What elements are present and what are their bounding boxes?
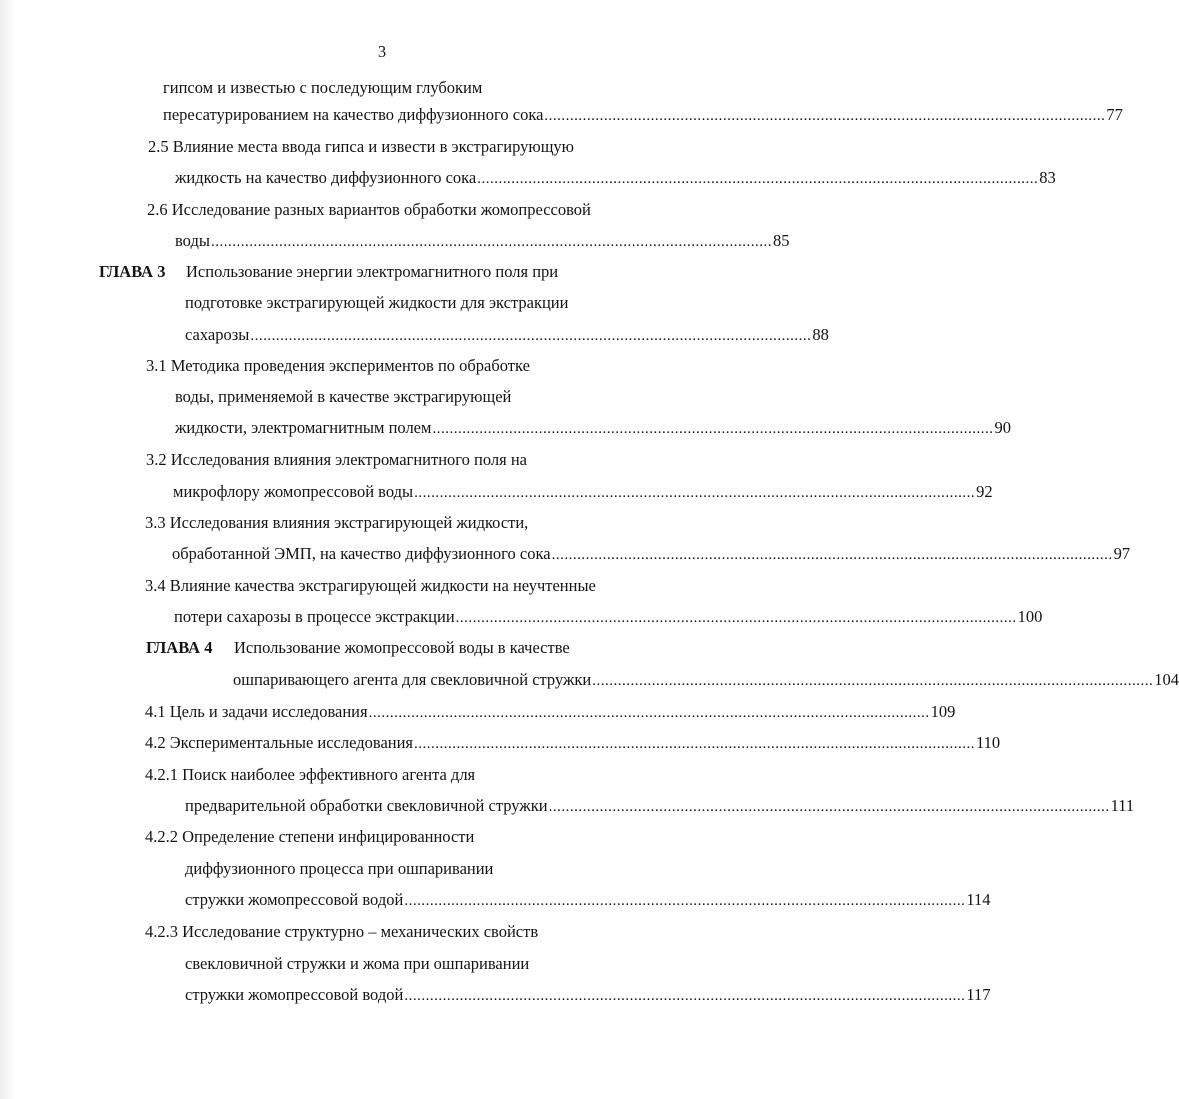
toc-line: 3.2 Исследования влияния электромагнитного поля на: [146, 450, 527, 469]
toc-entry: [185, 796, 1135, 817]
toc-entry-text: стружки жомопрессовой водой: [185, 985, 404, 1004]
chapter-label: ГЛАВА 3: [99, 262, 166, 281]
toc-line: 3.4 Влияние качества экстрагирующей жидкости на неучтенные: [145, 576, 596, 595]
toc-entry-text: обработанной ЭМП, на качество диффузионного сока: [172, 544, 551, 563]
toc-line: 2.5 Влияние места ввода гипса и извести в экстрагирующую: [148, 137, 574, 156]
toc-entry-text: ошпаривающего агента для свекловичной стружки: [233, 670, 592, 689]
toc-entry: [185, 985, 991, 1006]
toc-entry-page: 77: [1106, 105, 1123, 124]
leader-dots: ....................................................................................................................................: [414, 485, 976, 501]
toc-line: свекловичной стружки и жома при ошпаривании: [185, 954, 530, 973]
toc-entry-text: предварительной обработки свекловичной стружки: [185, 796, 548, 815]
leader-dots: ....................................................................................................................................: [432, 421, 994, 437]
leader-dots: ....................................................................................................................................: [544, 108, 1106, 124]
leader-dots: ....................................................................................................................................: [551, 547, 1113, 563]
scan-edge: [0, 0, 16, 1099]
toc-line: Использование энергии электромагнитного поля при: [186, 262, 559, 281]
toc-entry: [233, 670, 1179, 691]
toc-entry-page: 109: [930, 702, 956, 721]
toc-line: 4.2.3 Исследование структурно – механических свойств: [145, 922, 539, 941]
toc-entry-page: 83: [1039, 168, 1056, 187]
leader-dots: ....................................................................................................................................: [477, 171, 1039, 187]
toc-entry-text: пересатурированием на качество диффузионного сока: [163, 105, 544, 124]
toc-line: подготовке экстрагирующей жидкости для экстракции: [185, 293, 569, 312]
toc-entry-page: 92: [976, 482, 993, 501]
toc-entry: [173, 482, 993, 503]
toc-line: 4.2.2 Определение степени инфицированности: [145, 827, 475, 846]
toc-entry: [175, 418, 1011, 439]
toc-entry-page: 104: [1154, 670, 1179, 689]
toc-entry-text: сахарозы: [185, 325, 250, 344]
toc-entry-page: 97: [1113, 544, 1131, 563]
toc-entry: [175, 231, 790, 252]
chapter-label: ГЛАВА 4: [146, 638, 213, 657]
toc-entry-page: 90: [994, 418, 1011, 437]
toc-entry: [185, 890, 991, 911]
toc-entry-text: потери сахарозы в процессе экстракции: [174, 607, 455, 626]
leader-dots: ....................................................................................................................................: [404, 988, 966, 1004]
toc-entry: [145, 702, 956, 723]
leader-dots: ....................................................................................................................................: [455, 610, 1017, 626]
toc-entry: [172, 544, 1131, 565]
toc-entry-text: жидкости, электромагнитным полем: [175, 418, 432, 437]
leader-dots: ....................................................................................................................................: [250, 328, 812, 344]
toc-entry-text: стружки жомопрессовой водой: [185, 890, 404, 909]
toc-entry: [163, 105, 1123, 126]
page-number: 3: [377, 42, 387, 61]
leader-dots: ....................................................................................................................................: [368, 705, 930, 721]
toc-line: гипсом и известью с последующим глубоким: [163, 78, 483, 97]
toc-entry: [175, 168, 1056, 189]
toc-entry-page: 85: [772, 231, 790, 250]
toc-entry: [145, 733, 1001, 754]
toc-line: воды, применяемой в качестве экстрагирующей: [175, 387, 512, 406]
toc-entry-page: 100: [1017, 607, 1043, 626]
leader-dots: ....................................................................................................................................: [404, 893, 966, 909]
toc-entry-text: 4.1 Цель и задачи исследования: [145, 702, 368, 721]
toc-entry-text: воды: [175, 231, 210, 250]
toc-entry-text: жидкость на качество диффузионного сока: [175, 168, 477, 187]
toc-line: 2.6 Исследование разных вариантов обработки жомопрессовой: [147, 200, 591, 219]
toc-line: 3.1 Методика проведения экспериментов по обработке: [146, 356, 530, 375]
toc-entry-text: 4.2 Экспериментальные исследования: [145, 733, 414, 752]
toc-line: 3.3 Исследования влияния экстрагирующей жидкости,: [145, 513, 529, 532]
toc-entry: [174, 607, 1043, 628]
leader-dots: ....................................................................................................................................: [210, 234, 772, 250]
toc-entry-page: 117: [966, 985, 991, 1004]
toc-line: 4.2.1 Поиск наиболее эффективного агента для: [145, 765, 476, 784]
toc-entry: [185, 325, 829, 346]
toc-entry-page: 88: [812, 325, 829, 344]
leader-dots: ....................................................................................................................................: [414, 736, 976, 752]
toc-line: Использование жомопрессовой воды в качестве: [234, 638, 570, 657]
toc-entry-page: 111: [1110, 796, 1135, 815]
toc-entry-page: 110: [976, 733, 1001, 752]
toc-line: диффузионного процесса при ошпаривании: [185, 859, 494, 878]
leader-dots: ....................................................................................................................................: [548, 799, 1110, 815]
leader-dots: ....................................................................................................................................: [592, 673, 1154, 689]
toc-entry-page: 114: [966, 890, 991, 909]
toc-entry-text: микрофлору жомопрессовой воды: [173, 482, 414, 501]
